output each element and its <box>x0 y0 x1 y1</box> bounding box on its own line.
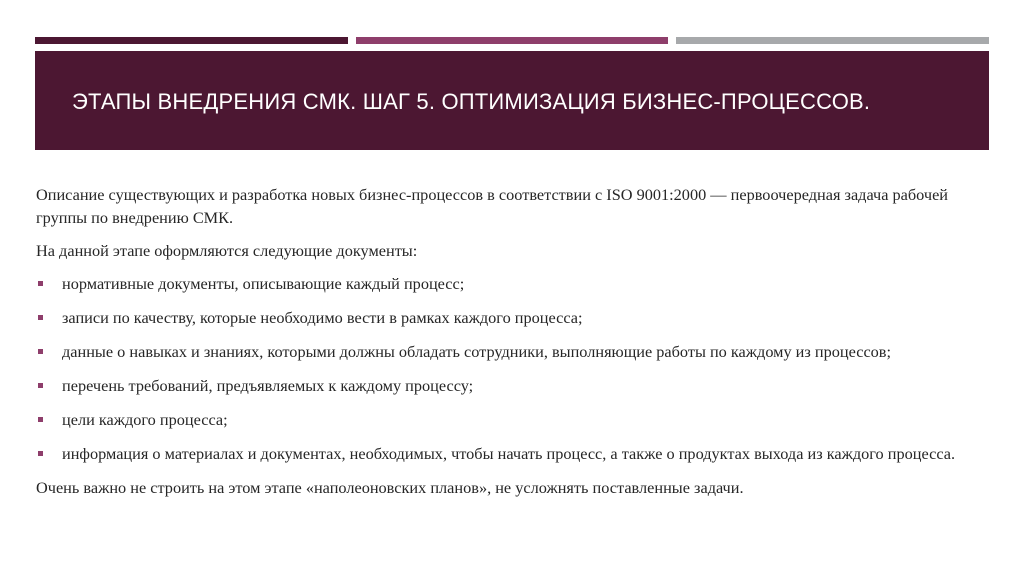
list-item-text: информация о материалах и документах, необходимых, чтобы начать процесс, а также о продуктах выхода из каждого процесса. <box>62 444 956 463</box>
list-item-text: данные о навыках и знаниях, которыми должны обладать сотрудники, выполняющие работы по каждому из процессов; <box>62 342 892 361</box>
list-item <box>36 340 996 363</box>
list-item <box>36 374 996 397</box>
bullet-square-icon <box>38 417 43 422</box>
list-item <box>36 272 996 295</box>
intro-paragraph: Описание существующих и разработка новых бизнес-процессов в соответствии с ISO 9001:2000 — первоочередная задача рабочей группы по внедрению СМК. <box>36 185 949 227</box>
list-item-text: цели каждого процесса; <box>62 410 228 429</box>
title-band <box>35 51 989 150</box>
bullet-square-icon <box>38 281 43 286</box>
closing-paragraph: Очень важно не строить на этом этапе «наполеоновских планов», не усложнять поставленные задачи. <box>36 478 744 497</box>
bullet-square-icon <box>38 315 43 320</box>
list-item-text: записи по качеству, которые необходимо вести в рамках каждого процесса; <box>62 308 583 327</box>
top-stripe-gray <box>676 37 989 44</box>
list-item-text: перечень требований, предъявляемых к каждому процессу; <box>62 376 474 395</box>
bullet-square-icon <box>38 383 43 388</box>
slide-content <box>36 183 996 499</box>
list-item-text: нормативные документы, описывающие каждый процесс; <box>62 274 465 293</box>
list-item <box>36 306 996 329</box>
list-item <box>36 408 996 431</box>
slide-title: ЭТАПЫ ВНЕДРЕНИЯ СМК. ШАГ 5. ОПТИМИЗАЦИЯ БИЗНЕС-ПРОЦЕССОВ. <box>72 89 871 114</box>
bullet-square-icon <box>38 349 43 354</box>
top-stripe-dark <box>35 37 348 44</box>
bullet-square-icon <box>38 451 43 456</box>
lead-paragraph: На данной этапе оформляются следующие документы: <box>36 241 418 260</box>
top-stripe-accent <box>356 37 668 44</box>
list-item <box>36 442 996 465</box>
document-list <box>36 272 996 465</box>
